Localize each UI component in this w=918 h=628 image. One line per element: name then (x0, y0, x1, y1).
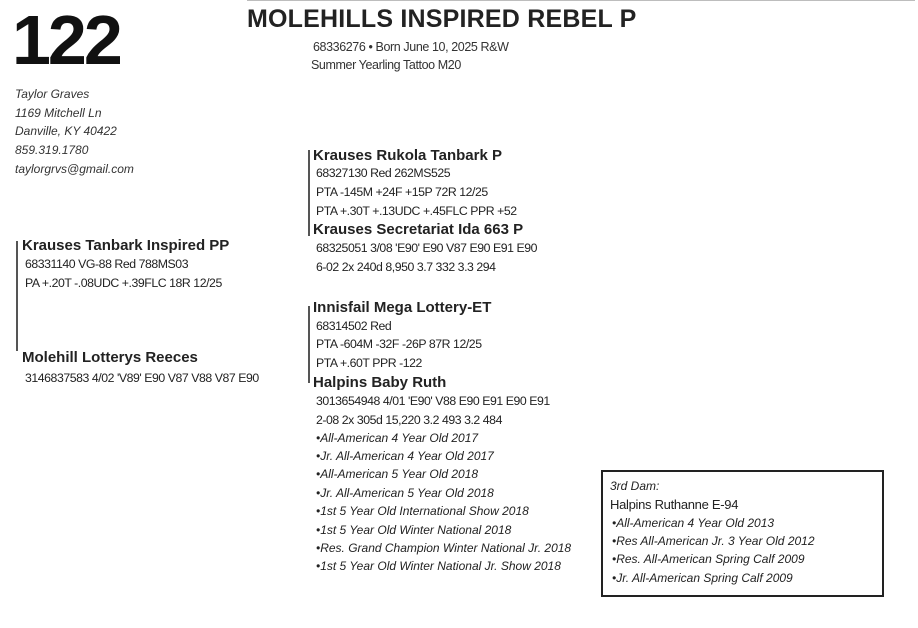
animal-name: MOLEHILLS INSPIRED REBEL P (247, 5, 637, 33)
sires-dam-line-1: 68325051 3/08 'E90' E90 V87 E90 E91 E90 (316, 241, 537, 255)
dam-name: Molehill Lotterys Reeces (22, 349, 198, 366)
sire-line-1: 68331140 VG-88 Red 788MS03 (25, 257, 189, 271)
sire-name: Krauses Tanbark Inspired PP (22, 237, 230, 254)
animal-id-line: 68336276 • Born June 10, 2025 R&W (313, 40, 509, 54)
sires-sire-line-3: PTA +.30T +.13UDC +.45FLC PPR +52 (316, 204, 517, 218)
owner-email: taylorgrvs@gmail.com (15, 161, 134, 176)
dam-line-1: 3146837583 4/02 'V89' E90 V87 V88 V87 E90 (25, 371, 259, 385)
dams-dam-achievement: •1st 5 Year Old International Show 2018 (316, 504, 529, 518)
dams-dam-achievement: •All-American 4 Year Old 2017 (316, 431, 479, 445)
dams-dam-achievement: •Jr. All-American 5 Year Old 2018 (316, 486, 494, 500)
dams-dam-line-2: 2-08 2x 305d 15,220 3.2 493 3.2 484 (316, 413, 502, 427)
sires-dam-name: Krauses Secretariat Ida 663 P (313, 221, 524, 238)
lot-number: 122 (12, 1, 120, 79)
sires-sire-line-1: 68327130 Red 262MS525 (316, 166, 451, 180)
dams-dam-line-1: 3013654948 4/01 'E90' V88 E90 E91 E90 E91 (316, 394, 550, 408)
sires-sire-line-2: PTA -145M +24F +15P 72R 12/25 (316, 185, 488, 199)
third-dam-achievement: •Res All-American Jr. 3 Year Old 2012 (612, 534, 815, 548)
sire-dam-bracket-line (16, 241, 18, 351)
owner-block (15, 85, 134, 179)
sire-line-2: PA +.20T -.08UDC +.39FLC 18R 12/25 (25, 276, 222, 290)
third-dam-achievement: •Jr. All-American Spring Calf 2009 (612, 571, 793, 585)
third-dam-achievement: •Res. All-American Spring Calf 2009 (612, 552, 805, 566)
dams-dam-achievement: •Res. Grand Champion Winter National Jr. 2018 (316, 541, 572, 555)
third-dam-achievement: •All-American 4 Year Old 2013 (612, 516, 775, 530)
third-dam-heading: 3rd Dam: (610, 479, 660, 493)
dams-dam-achievement: •1st 5 Year Old Winter National Jr. Show 2018 (316, 559, 561, 573)
dams-sire-line-1: 68314502 Red (316, 319, 392, 333)
owner-phone: 859.319.1780 (15, 143, 89, 158)
dams-dam-achievement: •1st 5 Year Old Winter National 2018 (316, 523, 512, 537)
owner-address-2: Danville, KY 40422 (15, 124, 117, 139)
dams-dam-achievement: •Jr. All-American 4 Year Old 2017 (316, 449, 494, 463)
sire-side-bracket-line (308, 150, 310, 236)
dams-sire-name: Innisfail Mega Lottery-ET (313, 299, 492, 316)
dams-sire-line-2: PTA -604M -32F -26P 87R 12/25 (316, 337, 482, 351)
dams-dam-achievement: •All-American 5 Year Old 2018 (316, 467, 479, 481)
dams-sire-line-3: PTA +.60T PPR -122 (316, 356, 422, 370)
sires-dam-line-2: 6-02 2x 240d 8,950 3.7 332 3.3 294 (316, 260, 496, 274)
sires-sire-name: Krauses Rukola Tanbark P (313, 147, 502, 164)
dam-side-bracket-line (308, 306, 310, 383)
dams-dam-name: Halpins Baby Ruth (313, 374, 447, 391)
top-rule (247, 0, 915, 1)
owner-name: Taylor Graves (15, 87, 90, 101)
owner-address-1: 1169 Mitchell Ln (15, 105, 102, 120)
animal-class-line: Summer Yearling Tattoo M20 (311, 58, 461, 72)
third-dam-name: Halpins Ruthanne E-94 (610, 497, 739, 512)
